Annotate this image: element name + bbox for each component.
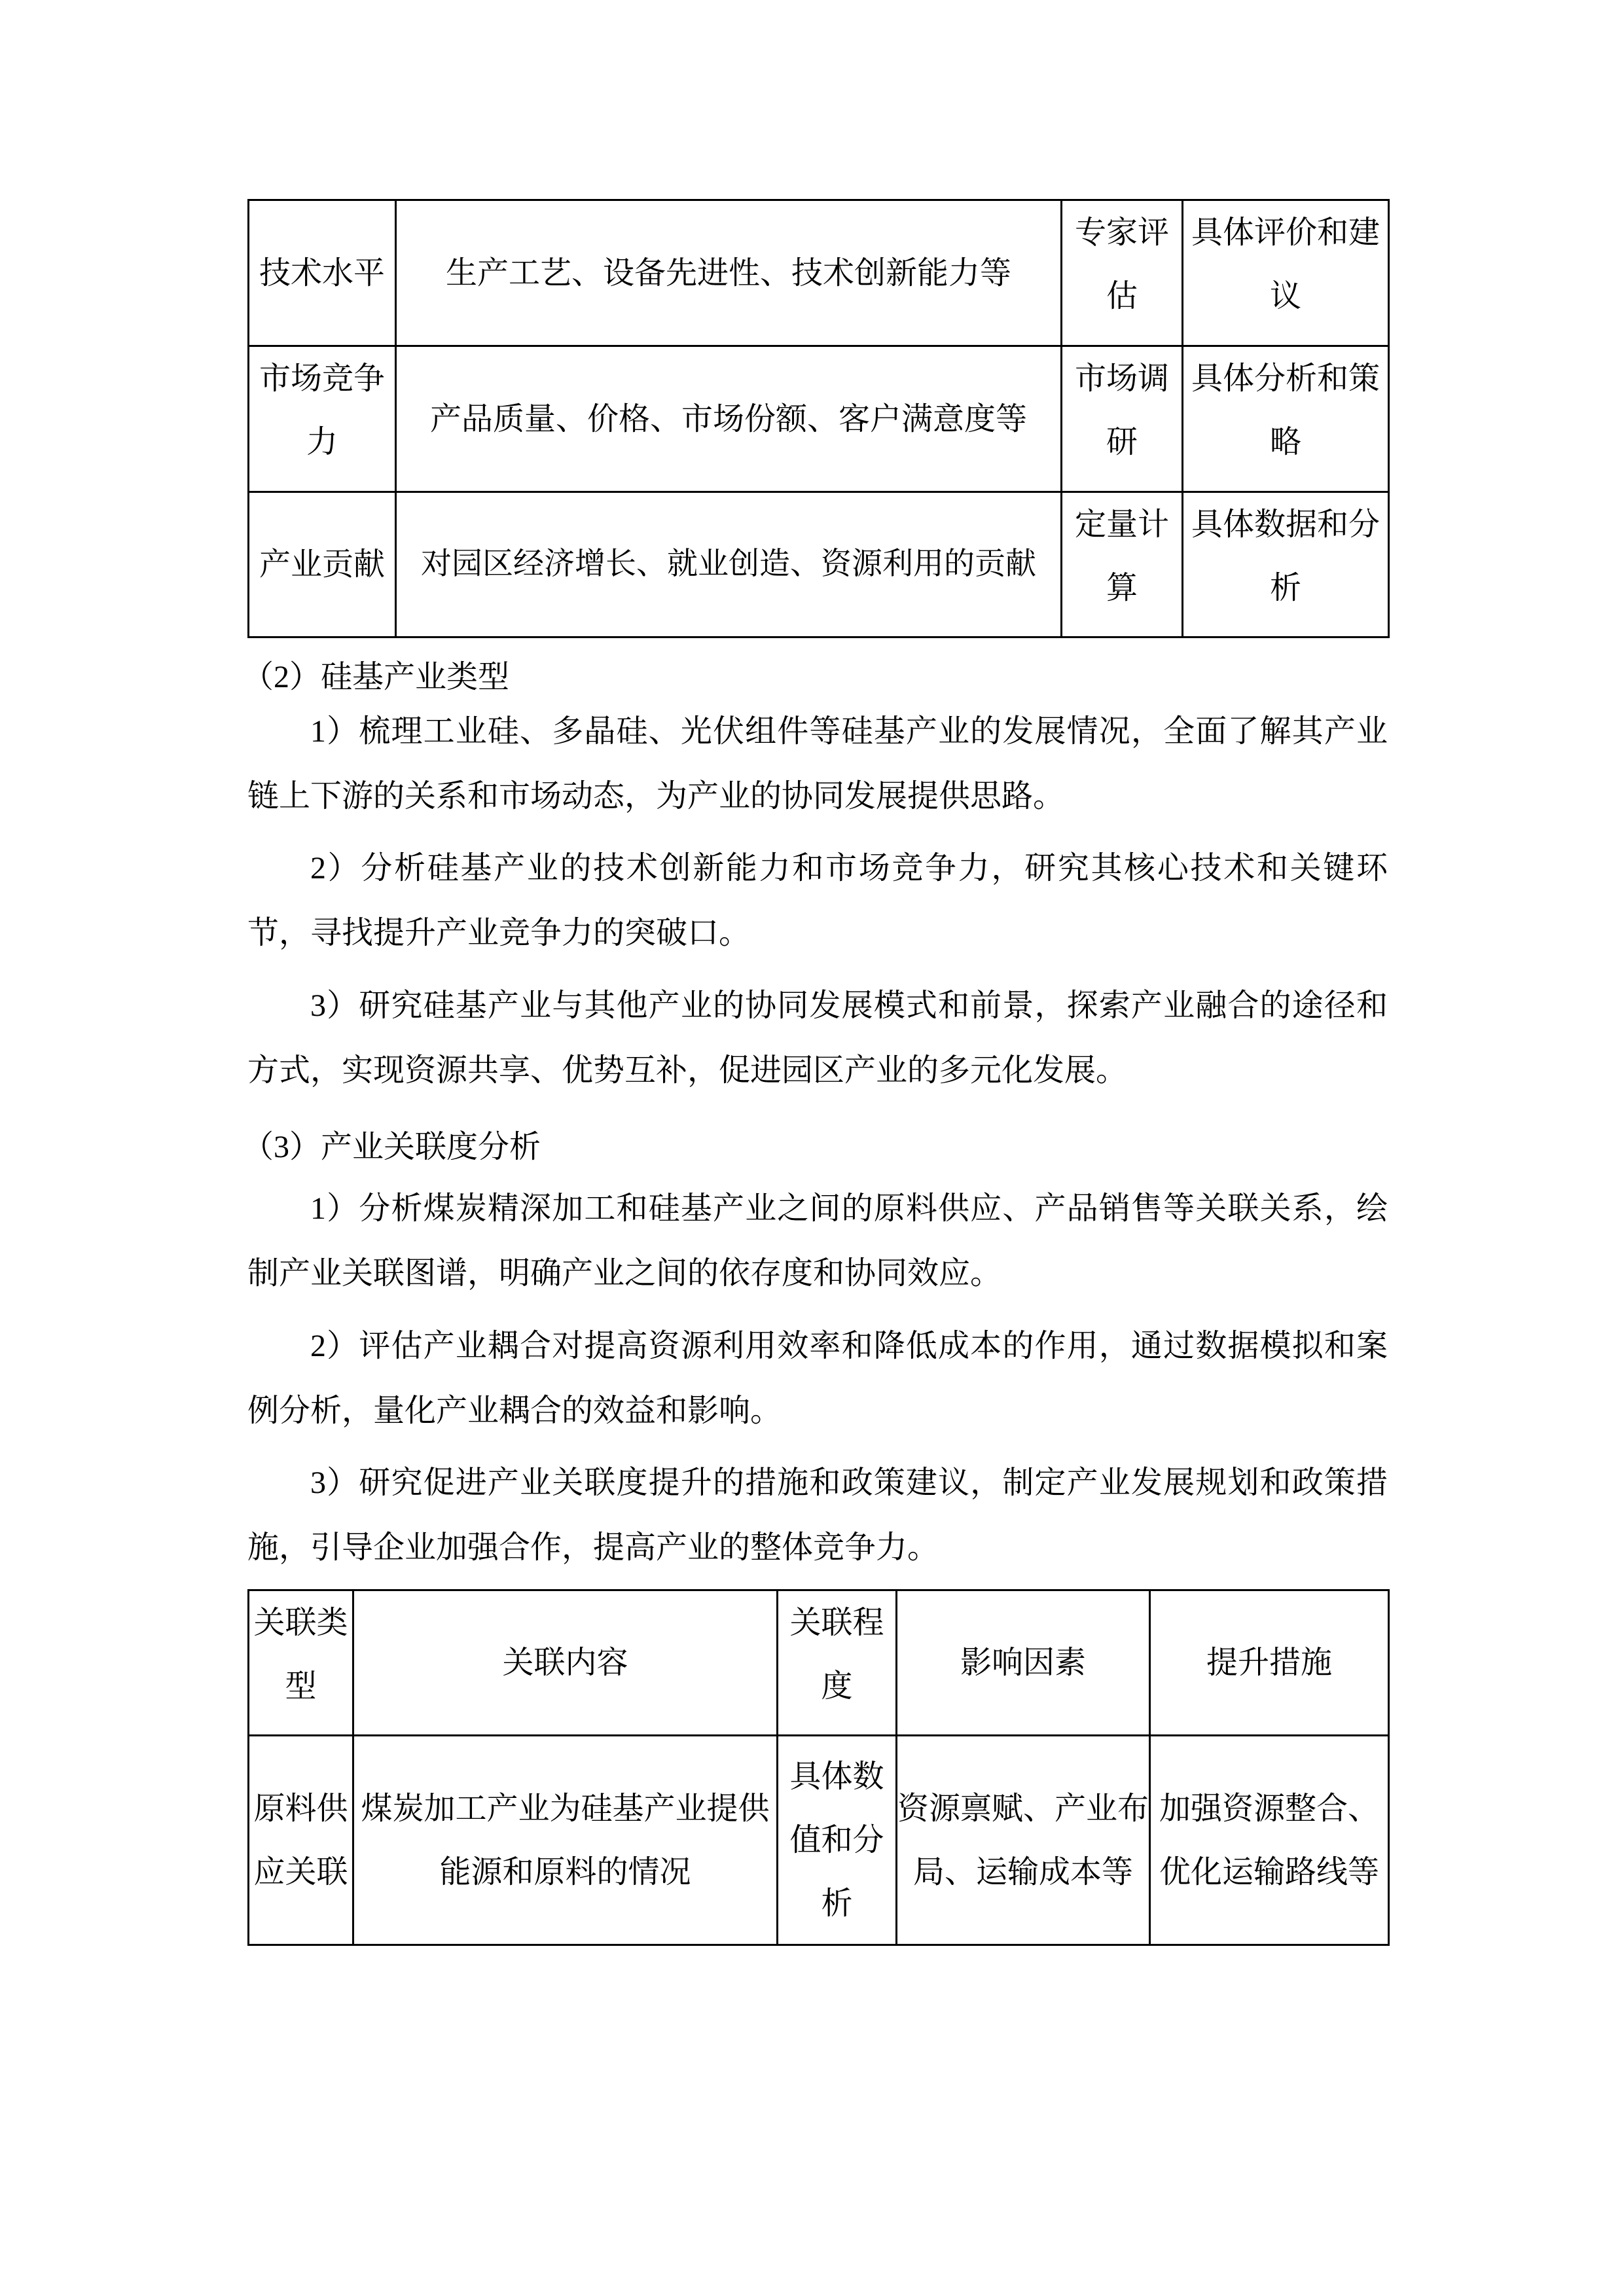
cell-item: 产业贡献	[249, 492, 396, 637]
cell-degree: 具体数值和分析	[778, 1736, 897, 1945]
table-row	[249, 346, 1389, 492]
cell-factors: 资源禀赋、产业布局、运输成本等	[897, 1736, 1150, 1945]
cell-result: 具体分析和策略	[1183, 346, 1389, 492]
table-header-row	[249, 1590, 1389, 1736]
section-heading: （2）硅基产业类型	[242, 660, 510, 694]
paragraph: 1）分析煤炭精深加工和硅基产业之间的原料供应、产品销售等关联关系，绘制产业关联图谱，明确产业之间的依存度和协同效应。	[247, 1191, 1388, 1291]
header-type: 关联类型	[249, 1590, 353, 1736]
paragraph: 3）研究促进产业关联度提升的措施和政策建议，制定产业发展规划和政策措施，引导企业加强合作，提高产业的整体竞争力。	[247, 1465, 1388, 1565]
section-heading: （3）产业关联度分析	[242, 1130, 541, 1164]
table-row	[249, 200, 1389, 346]
cell-item: 技术水平	[249, 200, 396, 346]
correlation-table	[247, 1589, 1390, 1946]
header-content: 关联内容	[353, 1590, 778, 1736]
cell-content: 对园区经济增长、就业创造、资源利用的贡献	[396, 492, 1062, 637]
header-degree: 关联程度	[778, 1590, 897, 1736]
cell-content: 煤炭加工产业为硅基产业提供能源和原料的情况	[353, 1736, 778, 1945]
paragraph: 2）评估产业耦合对提高资源利用效率和降低成本的作用，通过数据模拟和案例分析，量化产业耦合的效益和影响。	[247, 1329, 1388, 1428]
cell-method: 市场调研	[1062, 346, 1183, 492]
cell-method: 定量计算	[1062, 492, 1183, 637]
paragraph: 1）梳理工业硅、多晶硅、光伏组件等硅基产业的发展情况，全面了解其产业链上下游的关系和市场动态，为产业的协同发展提供思路。	[247, 714, 1388, 814]
paragraph: 2）分析硅基产业的技术创新能力和市场竞争力，研究其核心技术和关键环节，寻找提升产业竞争力的突破口。	[247, 851, 1388, 950]
cell-method: 专家评估	[1062, 200, 1183, 346]
header-measures: 提升措施	[1150, 1590, 1389, 1736]
cell-measures: 加强资源整合、优化运输路线等	[1150, 1736, 1389, 1945]
cell-result: 具体数据和分析	[1183, 492, 1389, 637]
cell-result: 具体评价和建议	[1183, 200, 1389, 346]
cell-item: 市场竞争力	[249, 346, 396, 492]
evaluation-table	[247, 199, 1390, 638]
cell-type: 原料供应关联	[249, 1736, 353, 1945]
header-factors: 影响因素	[897, 1590, 1150, 1736]
paragraph: 3）研究硅基产业与其他产业的协同发展模式和前景，探索产业融合的途径和方式，实现资源共享、优势互补，促进园区产业的多元化发展。	[247, 988, 1388, 1088]
table-row	[249, 492, 1389, 637]
cell-content: 生产工艺、设备先进性、技术创新能力等	[396, 200, 1062, 346]
table-row	[249, 1736, 1389, 1945]
cell-content: 产品质量、价格、市场份额、客户满意度等	[396, 346, 1062, 492]
